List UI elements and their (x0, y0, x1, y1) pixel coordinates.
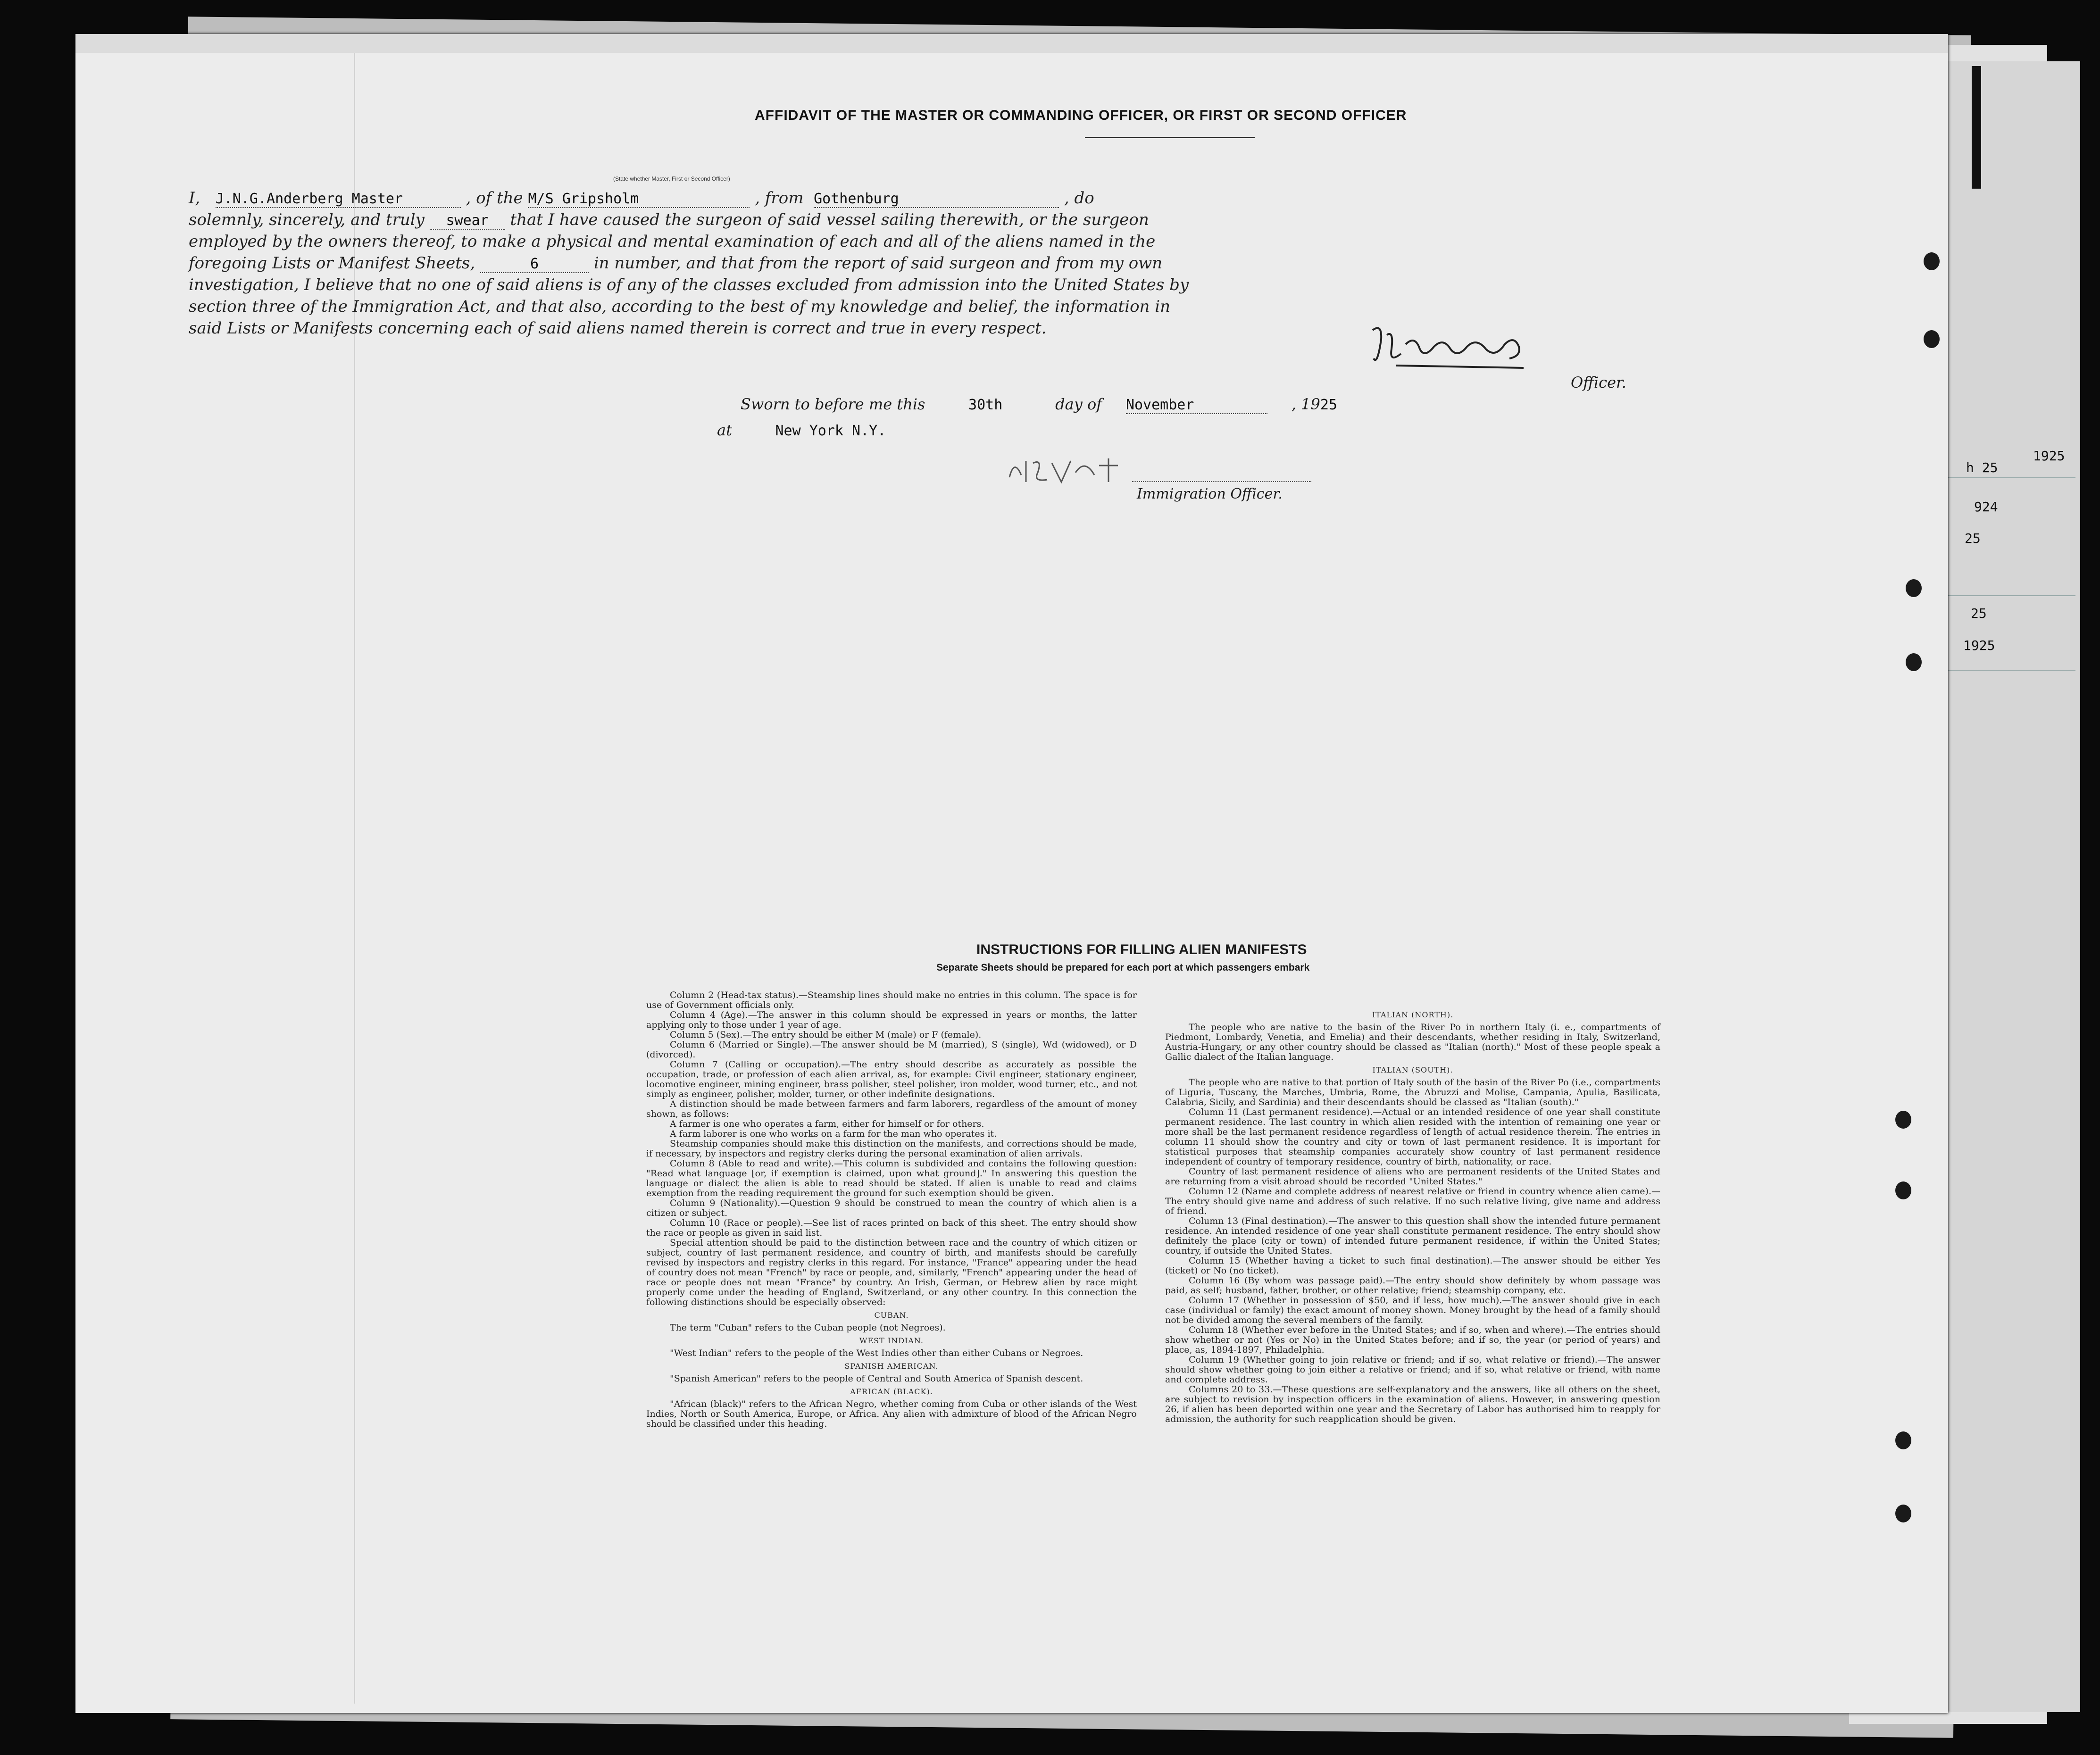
west-indian-heading: WEST INDIAN. (859, 1336, 924, 1345)
at-pre: at (717, 421, 732, 439)
west-indian-definition: "West Indian" refers to the people of the West Indies other than either Cubans or Negroes. (670, 1348, 1083, 1358)
sworn-year-prefix: , 19 (1291, 395, 1320, 413)
instruction-paragraph: Column 18 (Whether ever before in the United States; and if so, when and where).—The entries should show whether or not (Yes or No) in the United States before; and if so, the year (or period of years) and place, as, 1894-1897, Philadelphia. (1165, 1325, 1660, 1355)
officer-initials-stamp (1005, 454, 1127, 487)
instruction-paragraph: Column 2 (Head-tax status).—Steamship lines should make no entries in this column. The space is for use of Government officials only. (646, 990, 1137, 1010)
instruction-paragraph: Special attention should be paid to the distinction between race and the country of which citizen or subject, country of last permanent residence, and country of birth, and manifests should be carefully revised by inspectors and registry clerks in this regard. For instance, "France" appearing under the head of country does not mean "French" by race or people, and, similarly, "French" appearing under the head of race or people does not mean "France" by country. An Irish, German, or Hebrew alien by race might properly come under the heading of England, Switzerland, or any other country. In this connection the following distinctions should be especially observed: (646, 1238, 1137, 1307)
officer-name-field: J.N.G.Anderberg Master (216, 191, 461, 208)
instruction-paragraph: Column 8 (Able to read and write).—This column is subdivided and contains the following question: "Read what language [or, if exemption is claimed, upon what ground]." In answering this question the language or dialect the alien is able to read should be stated. If alien is unable to read and claims exemption from the reading requirement the ground for such exemption should be given. (646, 1158, 1137, 1198)
affidavit-line-4 (189, 254, 1627, 273)
affidavit-from: , from (755, 189, 804, 208)
instruction-paragraph: Column 7 (Calling or occupation).—The entry should describe as accurately as possible the occupation, trade, or profession of each alien arrival, as, for example: Civil engineer, stationary engineer, locomotive engineer, mining engineer, brass polisher, steel polisher, iron molder, wood turner, etc., and not simply as engineer, polisher, molder, turner, or other indefinite designations. (646, 1059, 1137, 1099)
punch-hole (1924, 330, 1940, 348)
punch-hole (1895, 1181, 1911, 1199)
affidavit-line-2-pre: solemnly, sincerely, and truly (189, 210, 425, 229)
sworn-place: New York N.Y. (775, 423, 886, 439)
affidavit-line-4-pre: foregoing Lists or Manifest Sheets, (189, 254, 475, 273)
affidavit-line-1 (189, 189, 1627, 208)
spanish-american-heading: SPANISH AMERICAN. (844, 1362, 939, 1371)
immigration-officer-line (1132, 481, 1311, 483)
title-rule (1085, 137, 1255, 138)
italian-north-heading: ITALIAN (NORTH). (1372, 1010, 1454, 1019)
instruction-paragraph: Column 9 (Nationality).—Question 9 should be construed to mean the country of which alien is a citizen or subject. (646, 1198, 1137, 1218)
instructions-left-column (646, 990, 1137, 1429)
edge-tab-number: h 25 (1966, 460, 1998, 475)
instruction-paragraph: Column 6 (Married or Single).—The answer should be M (married), S (single), Wd (widowed), or D (divorced). (646, 1040, 1137, 1060)
cuban-definition: The term "Cuban" refers to the Cuban people (not Negroes). (670, 1322, 946, 1333)
affidavit-line-2 (189, 210, 1627, 230)
instruction-paragraph: Column 17 (Whether in possession of $50, and if less, how much).—The answer should give in each case (individual or family) the exact amount of money shown. Money brought by the head of a family should not be divided among the several members of the family. (1165, 1295, 1660, 1325)
officer-signature (1368, 321, 1538, 373)
instruction-paragraph: Country of last permanent residence of aliens who are permanent residents of the United States and are returning from a visit abroad should be recorded "United States." (1165, 1166, 1660, 1187)
instruction-paragraph: A distinction should be made between farmers and farm laborers, regardless of the amount of money shown, as follows: (646, 1099, 1137, 1119)
punch-hole (1895, 1431, 1911, 1449)
sheet-top-strip (75, 34, 1948, 53)
instructions-subtitle: Separate Sheets should be prepared for each port at which passengers embark (936, 962, 1310, 973)
ruled-line (1934, 477, 2075, 478)
sworn-day-of: day of (1055, 395, 1102, 413)
instruction-paragraph: Column 16 (By whom was passage paid).—The entry should show definitely by whom passage was paid, as self; husband, father, brother, or other relative; friend; steamship company, etc. (1165, 1275, 1660, 1296)
edge-tab-number: 924 (1974, 499, 1998, 515)
instructions-right-column (1165, 1007, 1660, 1424)
instruction-paragraph: Column 15 (Whether having a ticket to such final destination).—The answer should be either Yes (ticket) or No (no ticket). (1165, 1256, 1660, 1276)
instruction-paragraph: Column 4 (Age).—The answer in this column should be expressed in years or months, the latter applying only to those under 1 year of age. (646, 1010, 1137, 1030)
affidavit-line-7: said Lists or Manifests concerning each of said aliens named therein is correct and true in every respect. (189, 319, 1047, 338)
sworn-day: 30th (968, 397, 1003, 413)
spanish-american-definition: "Spanish American" refers to the people of Central and South America of Spanish descent. (670, 1373, 1083, 1384)
page-edge (1972, 66, 1981, 189)
punch-hole (1895, 1505, 1911, 1522)
instruction-paragraph: A farm laborer is one who works on a farm for the man who operates it. (670, 1129, 997, 1139)
affidavit-line-5: investigation, I believe that no one of said aliens is of any of the classes excluded from admission into the United States by (189, 275, 1189, 294)
instruction-paragraph: Column 5 (Sex).—The entry should be either M (male) or F (female). (670, 1030, 982, 1040)
affidavit-line-3: employed by the owners thereof, to make a physical and mental examination of each and all of the aliens named in the (189, 232, 1156, 251)
italian-south-heading: ITALIAN (SOUTH). (1372, 1065, 1453, 1074)
affidavit-i: I, (189, 189, 200, 208)
affidavit-title: AFFIDAVIT OF THE MASTER OR COMMANDING OFFICER, OR FIRST OR SECOND OFFICER (755, 108, 1407, 123)
instruction-paragraph: A farmer is one who operates a farm, either for himself or for others. (670, 1119, 984, 1129)
instruction-paragraph: Column 10 (Race or people).—See list of races printed on back of this sheet. The entry should show the race or people as given in said list. (646, 1218, 1137, 1238)
oath-field: swear (430, 212, 505, 230)
edge-tab-number: 25 (1971, 606, 1987, 621)
at-line (717, 421, 886, 439)
instruction-paragraph: Steamship companies should make this distinction on the manifests, and corrections should be made, if necessary, by inspectors and registry clerks during the personal examination of alien arrivals. (646, 1139, 1137, 1159)
edge-tab-number: 25 (1965, 531, 1981, 546)
punch-hole (1906, 653, 1922, 671)
punch-hole (1895, 1111, 1911, 1129)
rank-note: (State whether Master, First or Second Officer) (613, 175, 730, 182)
affidavit-line-4-post: in number, and that from the report of said surgeon and from my own (593, 254, 1163, 273)
affidavit-line-6: section three of the Immigration Act, and that also, according to the best of my knowledge and belief, the information in (189, 297, 1171, 316)
sworn-year: 25 (1320, 397, 1337, 413)
ruled-line (1934, 595, 2075, 596)
instruction-paragraph: Column 19 (Whether going to join relative or friend; and if so, what relative or friend).—The answer should show whether going to join either a relative or friend; and if so, what relative or friend, with name and complete address. (1165, 1355, 1660, 1385)
african-definition: "African (black)" refers to the African Negro, whether coming from Cuba or other islands of the West Indies, North or South America, Europe, or Africa. Any alien with admixture of blood of the African Negro should be classified under this heading. (646, 1399, 1137, 1429)
instruction-paragraph: Column 11 (Last permanent residence).—Actual or an intended residence of one year shall constitute permanent residence. The last country in which alien resided with the intention of remaining one year or more shall be the last permanent residence regardless of length of actual residence therein. The entries in column 11 should show the country and city or town of last permanent residence. It is important for statistical purposes that steamship companies accurately show country of last permanent residence independent of country of temporary residence, country of birth, nationality, or race. (1165, 1107, 1660, 1167)
sworn-pre: Sworn to before me this (741, 395, 925, 413)
immigration-officer-label: Immigration Officer. (1137, 486, 1283, 502)
sworn-line (741, 395, 1337, 414)
punch-hole (1924, 252, 1940, 270)
affidavit-line-2-post: that I have caused the surgeon of said vessel sailing therewith, or the surgeon (510, 210, 1149, 229)
cuban-heading: CUBAN. (874, 1311, 909, 1320)
african-heading: AFRICAN (BLACK). (850, 1387, 933, 1396)
sheet-count-field: 6 (480, 256, 589, 273)
officer-label: Officer. (1571, 374, 1626, 391)
italian-north-definition: The people who are native to the basin of the River Po in northern Italy (i. e., compartments of Piedmont, Lombardy, Venetia, and Emelia) and their descendants, whether residing in Italy, Switzerland, Austria-Hungary, or any other country should be classed as "Italian (north)." Most of these people speak a Gallic dialect of the Italian language. (1165, 1022, 1660, 1062)
instructions-title: INSTRUCTIONS FOR FILLING ALIEN MANIFESTS (976, 942, 1307, 957)
edge-tab-number: 1925 (1963, 638, 1995, 653)
edge-tab-number: 1925 (2033, 448, 2065, 464)
vessel-name-field: M/S Gripsholm (528, 191, 750, 208)
punch-hole (1906, 579, 1922, 597)
instruction-paragraph: Column 12 (Name and complete address of nearest relative or friend in country whence alien came).—The entry should give name and address of such relative. If no such relative living, give name and address of friend. (1165, 1186, 1660, 1216)
instruction-paragraph: The people who are native to that portion of Italy south of the basin of the River Po (i.e., compartments of Liguria, Tuscany, the Marches, Umbria, Rome, the Abruzzi and Molise, Campania, Apulia, Basilicata, Calabria, Sicily, and Sardinia) and their descendants should be classed as "Italian (south)." (1165, 1077, 1660, 1107)
instruction-paragraph: Column 13 (Final destination).—The answer to this question shall show the intended future permanent residence. An intended residence of one year shall constitute permanent residence. The entry should show definitely the place (city or town) of intended future permanent residence, if within the United States; country, if outside the United States. (1165, 1216, 1660, 1256)
departure-port-field: Gothenburg (814, 191, 1059, 208)
affidavit-do: , do (1064, 189, 1094, 208)
ruled-line (1934, 670, 2075, 671)
sworn-month: November (1126, 397, 1267, 414)
affidavit-of-the: , of the (466, 189, 523, 208)
instruction-paragraph: Columns 20 to 33.—These questions are self-explanatory and the answers, like all others on the sheet, are subject to revision by inspection officers in the examination of aliens. However, in answering question 26, if alien has been deported within one year and the Secretary of Labor has authorised him to reapply for admission, the authority for such reapplication should be given. (1165, 1384, 1660, 1424)
